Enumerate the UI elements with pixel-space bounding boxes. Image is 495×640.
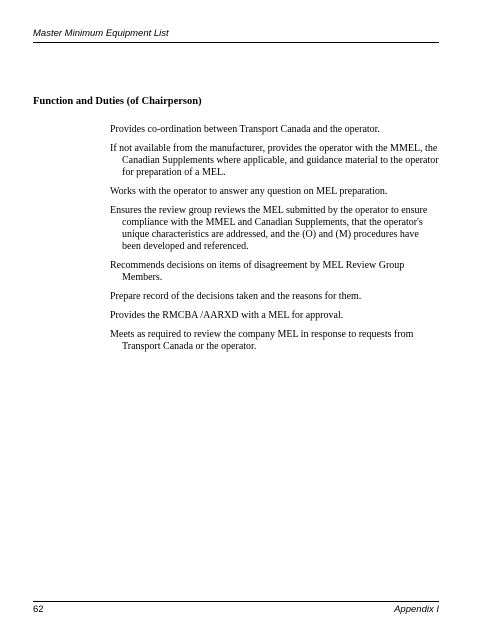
duty-item: Ensures the review group reviews the MEL submitted by the operator to ensure compliance with the MMEL and Canadian Supplements, that the operator's unique characteristics are addressed, and the (O) and (M) procedures have been developed and referenced. [110,205,428,252]
section-heading: Function and Duties (of Chairperson) [33,96,202,107]
page-number: 62 [33,604,44,615]
duty-item: Provides the RMCBA /AARXD with a MEL for approval. [110,310,344,321]
duty-item: Recommends decisions on items of disagreement by MEL Review Group Members. [110,260,405,283]
duty-item: If not available from the manufacturer, provides the operator with the MMEL, the Canadian Supplements where applicable, and guidance material to the operator for preparation of a MEL. [110,143,439,178]
duty-item: Meets as required to review the company MEL in response to requests from Transport Canada or the operator. [110,329,414,352]
duty-item: Prepare record of the decisions taken and the reasons for them. [110,291,362,302]
duties-list [110,124,440,360]
footer-label: Appendix I [394,604,439,615]
footer-rule [33,601,439,602]
duty-item: Works with the operator to answer any question on MEL preparation. [110,186,388,197]
running-header: Master Minimum Equipment List [33,28,169,39]
header-rule [33,42,439,43]
duty-item: Provides co-ordination between Transport Canada and the operator. [110,124,380,135]
